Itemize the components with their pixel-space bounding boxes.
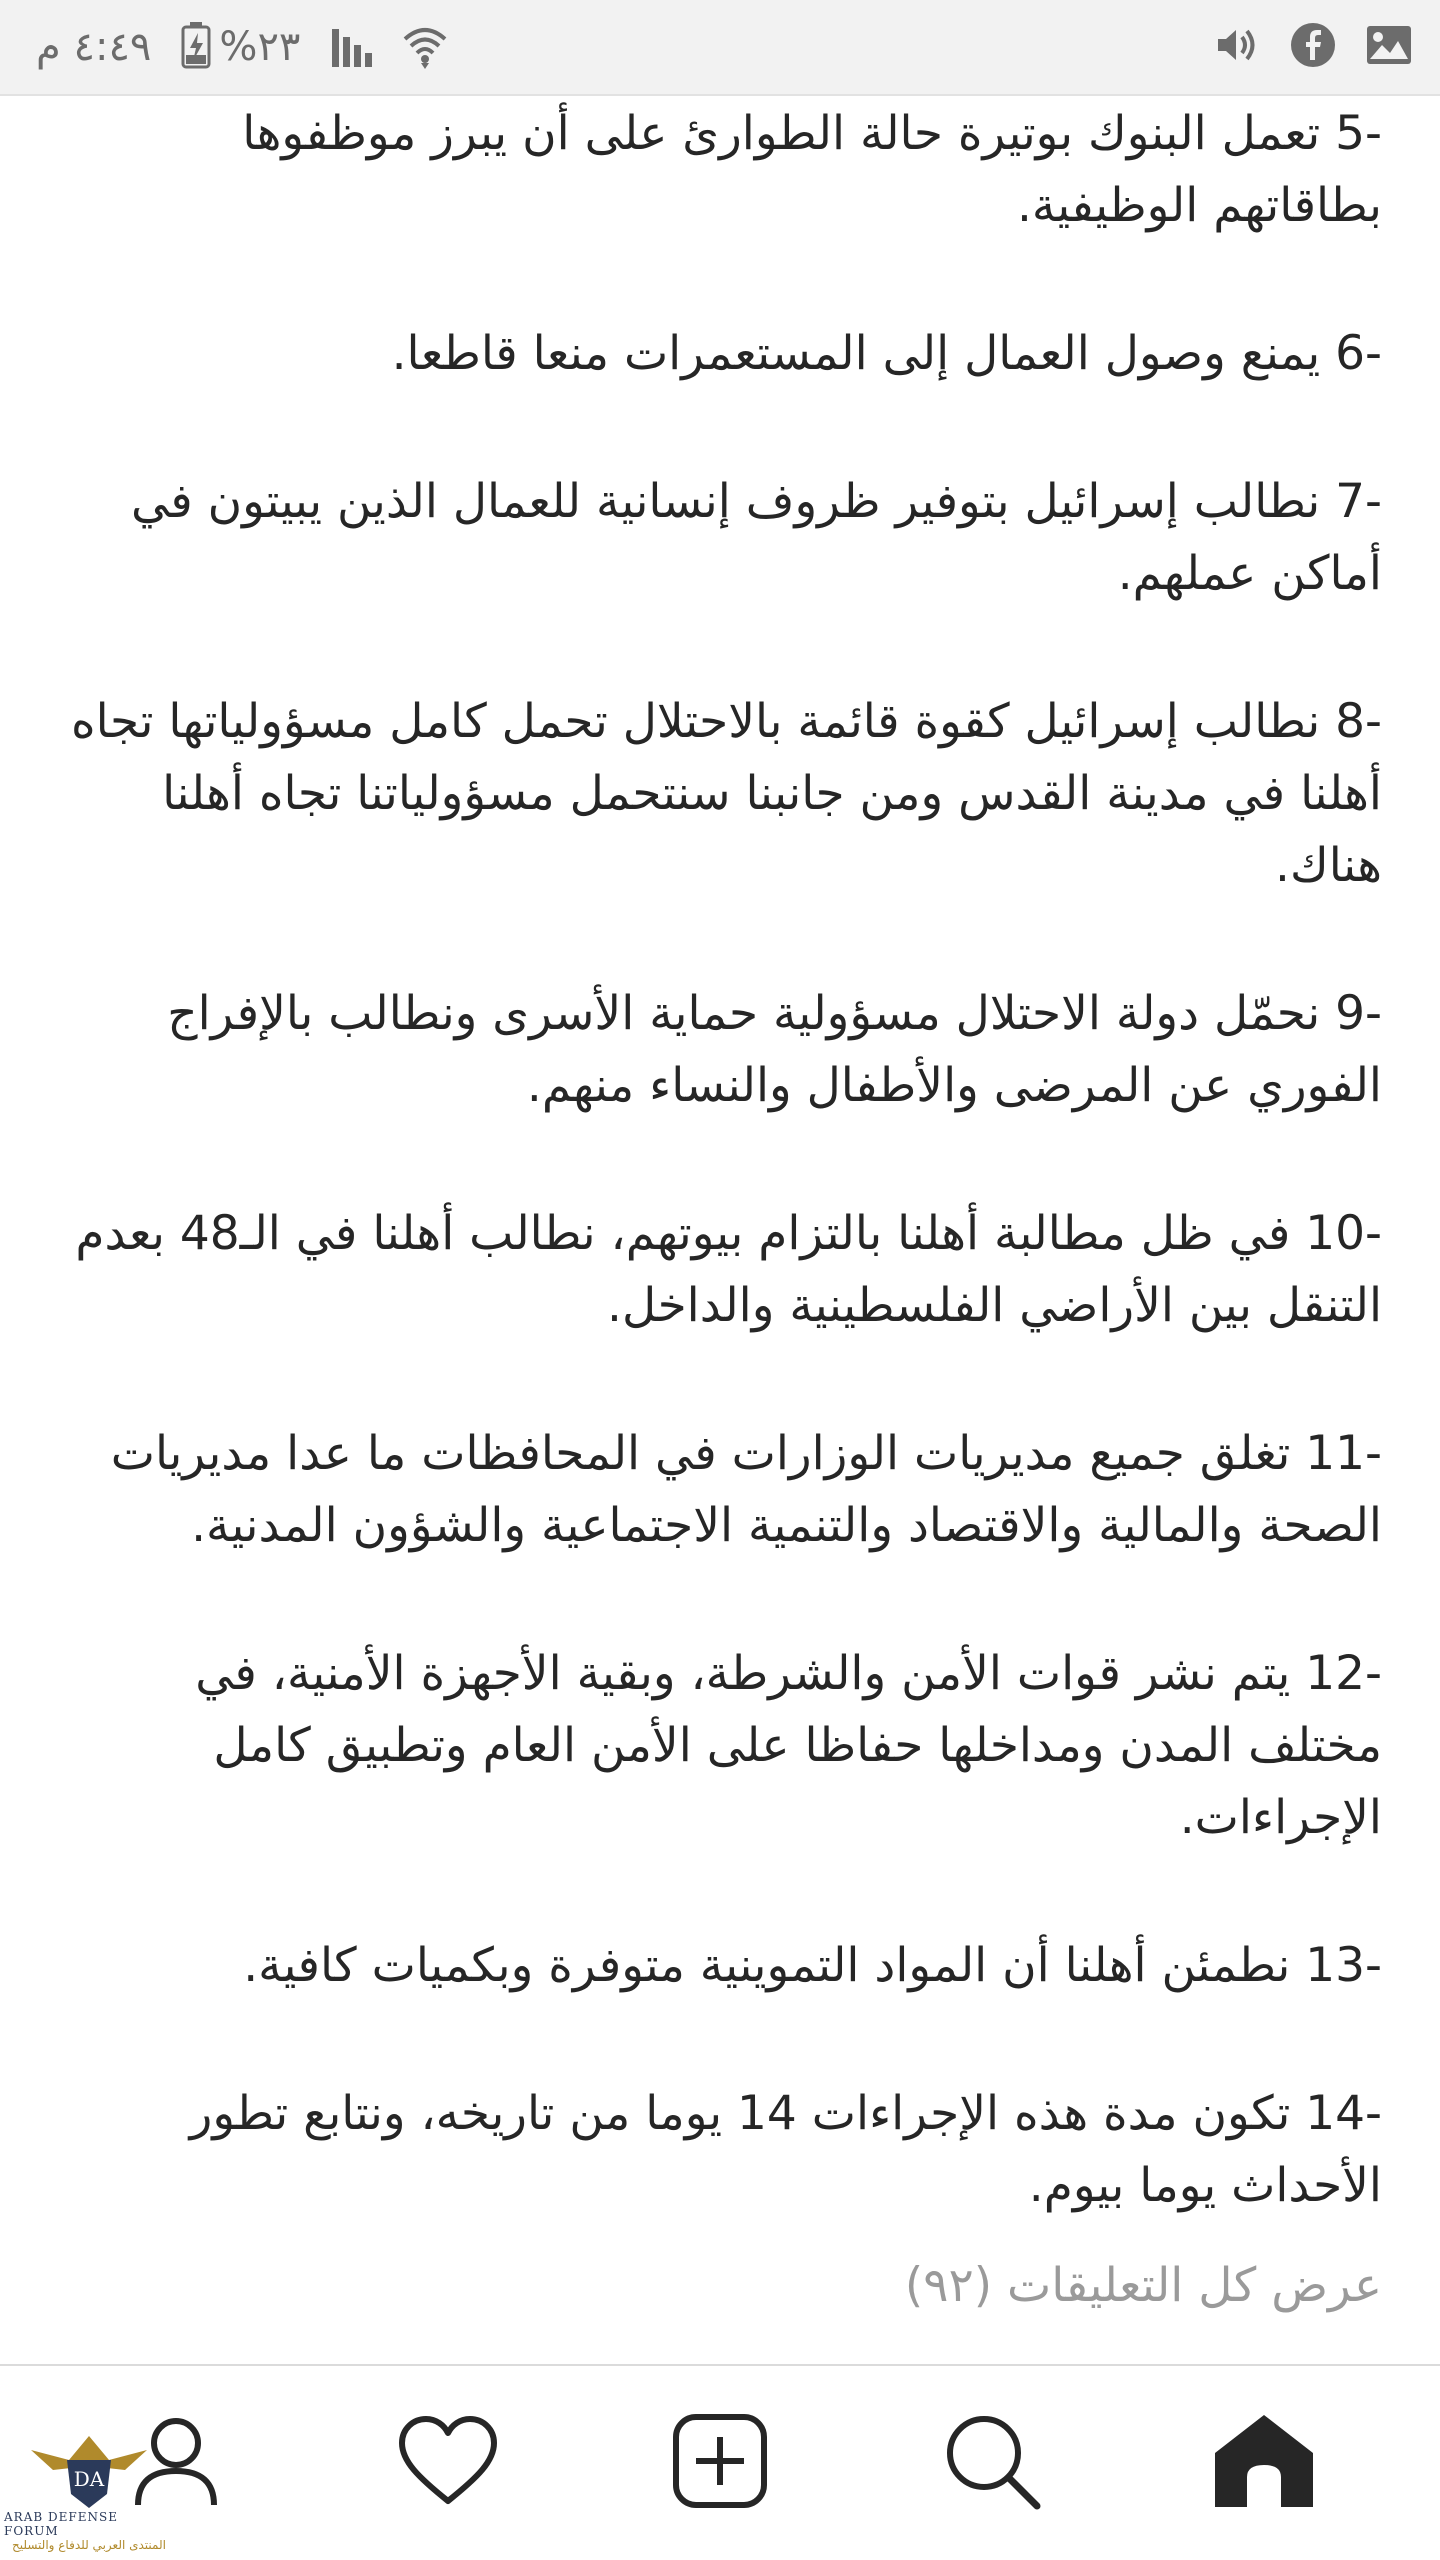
signal-icon [330,23,380,71]
status-bar-right [1186,22,1412,72]
watermark-logo [4,2430,174,2554]
add-post-icon [672,2413,768,2513]
clock: ٤:٤٩ م [36,24,152,70]
activity-button[interactable] [383,2398,513,2528]
watermark-title: ARAB DEFENSE FORUM [4,2510,118,2538]
search-button[interactable] [927,2398,1057,2528]
list-item: 14- تكون مدة هذه الإجراءات 14 يوما من تاريخه، ونتابع تطور الأحداث يوما بيوم. [189,2086,1382,2213]
new-post-button[interactable] [655,2398,785,2528]
list-item: 13- نطمئن أهلنا أن المواد التموينية متوفرة وبكميات كافية. [243,1938,1382,1993]
status-bar-left [28,21,448,73]
heart-icon [398,2415,498,2511]
search-icon [942,2411,1042,2515]
list-item: 9- نحمّل دولة الاحتلال مسؤولية حماية الأسرى ونطالب بالإفراج الفوري عن المرضى والأطفال والنساء منهم. [167,986,1382,1113]
gallery-icon [1366,25,1412,69]
view-all-comments-link[interactable]: عرض كل التعليقات (٩٢) [904,2258,1382,2313]
watermark-logo-text: DA [73,2467,105,2491]
sound-icon [1216,25,1260,69]
home-button[interactable] [1199,2398,1329,2528]
watermark-subtitle: المنتدى العربي للدفاع والتسليح [12,2538,166,2552]
list-item: 7- نطالب إسرائيل بتوفير ظروف إنسانية للعمال الذين يبيتون في أماكن عملهم. [131,474,1382,601]
list-item: 8- نطالب إسرائيل كقوة قائمة بالاحتلال تحمل كامل مسؤولياتها تجاه أهلنا في مدينة القدس ومن جانبنا سنتحمل مسؤولياتنا تجاه أهلنا هناك. [71,694,1382,893]
list-item: 5- تعمل البنوك بوتيرة حالة الطوارئ على أن يبرز موظفوها بطاقاتهم الوظيفية. [242,106,1382,233]
status-bar [0,0,1440,96]
wifi-icon [402,21,448,73]
post-caption [70,98,1382,2368]
list-item: 6- يمنع وصول العمال إلى المستعمرات منعا قاطعا. [391,326,1382,381]
list-item: 12- يتم نشر قوات الأمن والشرطة، وبقية الأجهزة الأمنية، في مختلف المدن ومداخلها حفاظا على الأمن العام وتطبيق كامل الإجراءات. [195,1646,1382,1845]
bottom-nav [0,2364,1440,2560]
facebook-icon [1290,22,1336,72]
battery-percent: %٢٣ [219,24,301,70]
battery-icon [181,21,211,73]
list-item: 10- في ظل مطالبة أهلنا بالتزام بيوتهم، نطالب أهلنا في الـ48 بعدم التنقل بين الأراضي الفلسطينية والداخل. [75,1206,1382,1333]
home-icon [1209,2411,1319,2515]
list-item: 11- تغلق جميع مديريات الوزارات في المحافظات ما عدا مديريات الصحة والمالية والاقتصاد والتنمية الاجتماعية والشؤون المدنية. [110,1426,1382,1553]
shield-logo-icon [29,2430,149,2510]
